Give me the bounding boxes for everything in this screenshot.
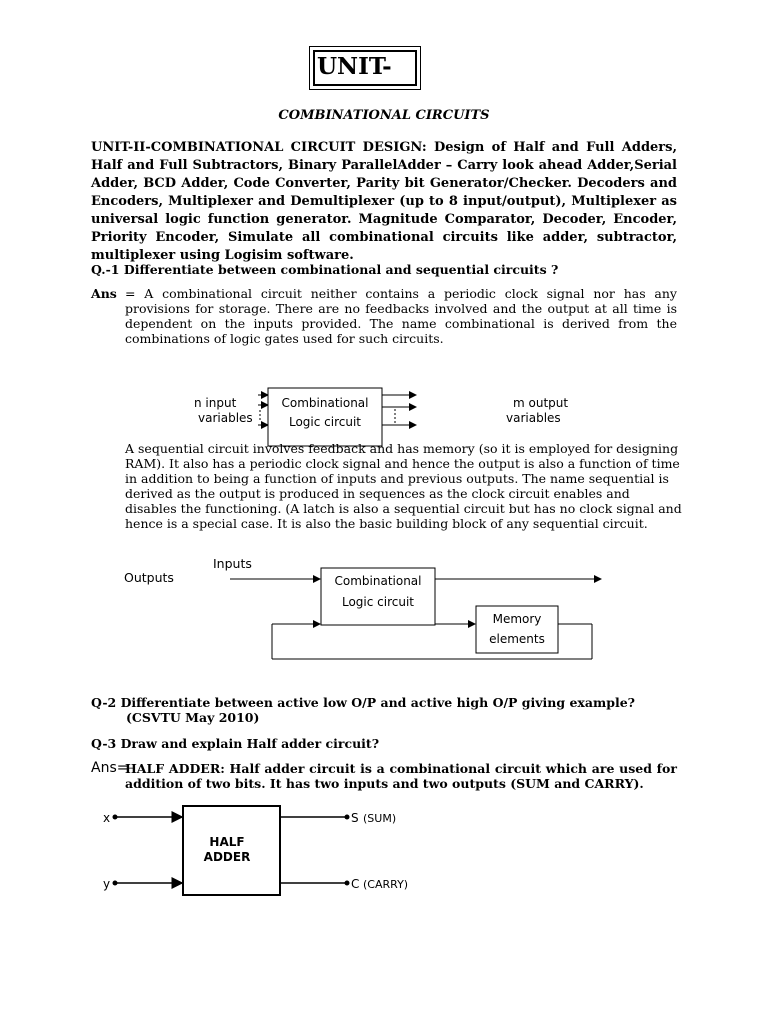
question-2-source: (CSVTU May 2010) (126, 710, 260, 725)
output-c-label: C (351, 877, 360, 891)
outputs-label: Outputs (124, 570, 174, 585)
output-label-line1: m output (513, 396, 569, 410)
sequential-block-diagram (120, 555, 610, 665)
half-adder-box-line2: ADDER (203, 850, 251, 864)
half-adder-diagram (95, 800, 435, 905)
half-adder-box-line1: HALF (209, 835, 245, 849)
question-1: Q.-1 Differentiate between combinational and sequential circuits ? (91, 262, 559, 277)
question-3: Q-3 Draw and explain Half adder circuit? (91, 736, 380, 751)
comb-box-line2: Logic circuit (288, 415, 362, 429)
memory-box-line1: Memory (492, 612, 542, 626)
answer-3-text: HALF ADDER: Half adder circuit is a combinational circuit which are used for addition of two bits. It has two inputs and two outputs (SUM and CARRY). (125, 761, 677, 791)
sequential-paragraph: A sequential circuit involves feedback and has memory (so it is employed for designing RAM). It also has a periodic clock signal and hence the output is also a function of time in addition to being a function of inputs and previous outputs. The name sequential is derived as the output is produced in sequences as the clock circuit enables and disables the functioning. (A latch is also a sequential circuit but has no clock signal and hence is a special case. It is also the basic building block of any sequential circuit. (125, 441, 682, 531)
answer-1 (91, 286, 677, 346)
unit-title: UNIT- (317, 53, 392, 80)
answer-3 (91, 761, 677, 791)
input-label-line2: variables (198, 411, 253, 425)
input-x-label: x (103, 811, 111, 825)
output-carry-label: (CARRY) (363, 878, 409, 891)
seq-comb-box-line2: Logic circuit (341, 595, 415, 609)
seq-comb-box-line1: Combinational (334, 574, 422, 588)
question-2-text: Q-2 Differentiate between active low O/P and active high O/P giving example? (91, 695, 635, 710)
memory-box-line2: elements (489, 632, 545, 646)
answer-label: Ans (91, 286, 117, 301)
input-y-label: y (103, 877, 111, 891)
output-s-label: S (351, 811, 359, 825)
answer-1-text: = A combinational circuit neither contains a periodic clock signal nor has any provisions for storage. There are no feedbacks involved and the output at all time is dependent on the inputs provided. The name combinational is derived from the combinations of logic gates used for such circuits. (125, 286, 677, 346)
comb-box-line1: Combinational (281, 396, 369, 410)
page-subtitle: COMBINATIONAL CIRCUITS (278, 108, 490, 123)
unit-title-box (309, 46, 421, 90)
output-sum-label: (SUM) (363, 812, 397, 825)
question-2 (91, 695, 677, 725)
combinational-block-diagram (180, 380, 620, 450)
syllabus-paragraph: UNIT-II-COMBINATIONAL CIRCUIT DESIGN: Design of Half and Full Adders, Half and Full Subtractors, Binary ParallelAdder – Carry look ahead Adder,Serial Adder, BCD Adder, Code Converter, Parity bit Generator/Checker. Decoders and Encoders, Multiplexer and Demultiplexer (up to 8 input/output), Multiplexer as universal logic function generator. Magnitude Comparator, Decoder, Encoder, Priority Encoder, Simulate all combinational circuits like adder, subtractor, multiplexer using Logisim software. (91, 140, 677, 263)
output-label-line2: variables (506, 411, 561, 425)
inputs-label: Inputs (213, 556, 252, 571)
input-label-line1: n input (194, 396, 237, 410)
answer-3-label: Ans= (91, 760, 129, 776)
